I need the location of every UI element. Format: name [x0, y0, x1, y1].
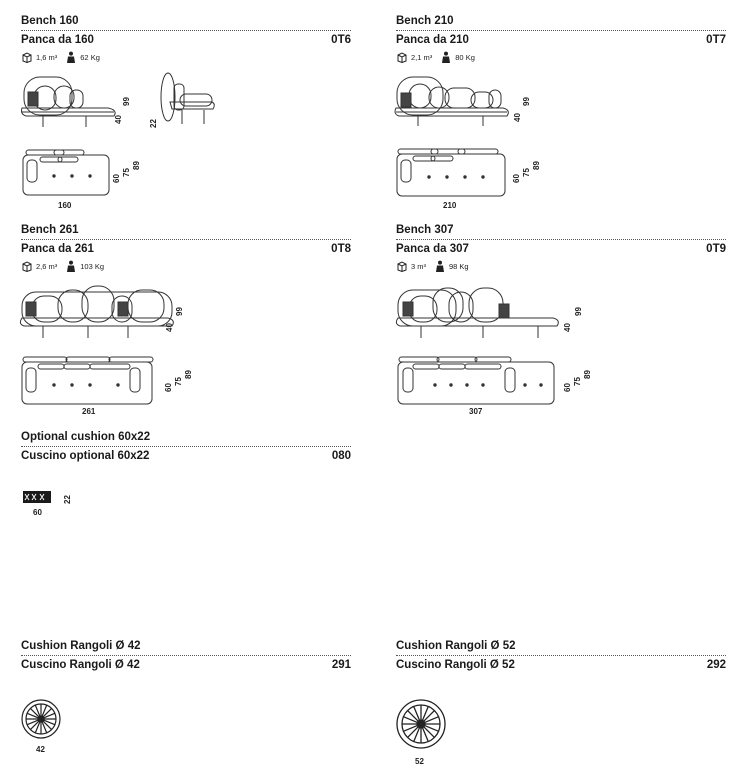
product-name-en: Optional cushion 60x22 [21, 431, 151, 443]
product-name-it: Cuscino optional 60x22 [21, 450, 150, 462]
volume-value: 1,6 m³ [36, 52, 58, 62]
svg-text:75: 75 [174, 377, 183, 386]
top-view [398, 357, 554, 404]
svg-text:60: 60 [164, 383, 173, 392]
product-header [396, 32, 726, 48]
product-name-it: Panca da 210 [396, 34, 469, 46]
svg-text:89: 89 [583, 370, 592, 379]
product-header [396, 657, 726, 673]
product-name-it: Panca da 160 [21, 34, 94, 46]
product-rangoli-52 [396, 639, 726, 673]
svg-text:75: 75 [573, 377, 582, 386]
product-bench-307 [396, 223, 726, 273]
product-code: 0T7 [706, 34, 726, 46]
svg-text:99: 99 [122, 97, 131, 106]
box-volume-icon [21, 51, 33, 63]
product-rangoli-42 [21, 639, 351, 673]
front-view [396, 288, 558, 338]
product-name-it: Panca da 261 [21, 243, 94, 255]
svg-text:40: 40 [563, 323, 572, 332]
svg-text:99: 99 [522, 97, 531, 106]
top-view [22, 357, 153, 404]
weight-person-icon [434, 260, 446, 272]
optional-cushion-drawing [18, 486, 98, 520]
width-label: 210 [443, 201, 457, 210]
product-specs [396, 259, 726, 273]
product-name-it: Panca da 307 [396, 243, 469, 255]
product-code: 0T6 [331, 34, 351, 46]
volume-value: 2,1 m³ [411, 52, 433, 62]
weight-value: 103 Kg [80, 261, 105, 271]
svg-text:89: 89 [532, 161, 541, 170]
weight-value: 98 Kg [449, 261, 469, 271]
svg-text:75: 75 [122, 168, 131, 177]
bench-261-drawing [18, 280, 218, 420]
divider [21, 239, 351, 240]
product-header [21, 32, 351, 48]
volume-value: 2,6 m³ [36, 261, 58, 271]
svg-text:40: 40 [114, 115, 123, 124]
svg-text:60: 60 [563, 383, 572, 392]
svg-text:99: 99 [574, 307, 583, 316]
box-volume-icon [396, 260, 408, 272]
top-view [397, 149, 505, 196]
product-specs [21, 50, 351, 64]
svg-text:60: 60 [112, 174, 121, 183]
side-height-label: 22 [149, 119, 158, 128]
product-name-en: Bench 210 [396, 15, 454, 27]
height-label: 22 [63, 495, 72, 504]
width-label: 261 [82, 407, 96, 416]
divider [396, 30, 726, 31]
width-label: 160 [58, 201, 72, 210]
weight-person-icon [65, 51, 77, 63]
front-view [22, 77, 116, 127]
svg-text:40: 40 [513, 113, 522, 122]
product-specs [21, 259, 351, 273]
product-bench-160 [21, 14, 351, 64]
svg-text:99: 99 [175, 307, 184, 316]
svg-text:75: 75 [522, 168, 531, 177]
product-name-en: Bench 307 [396, 224, 454, 236]
width-label: 60 [33, 508, 42, 517]
bench-307-drawing [393, 280, 603, 420]
side-view [161, 73, 214, 124]
product-code: 292 [706, 659, 726, 671]
product-bench-261 [21, 223, 351, 273]
svg-text:40: 40 [165, 323, 174, 332]
product-bench-210 [396, 14, 726, 64]
product-code: 0T9 [706, 243, 726, 255]
product-name-en: Bench 261 [21, 224, 79, 236]
svg-text:89: 89 [132, 161, 141, 170]
width-label: 307 [469, 407, 483, 416]
bench-160-drawing [18, 70, 238, 218]
product-name-en: Cushion Rangoli Ø 52 [396, 640, 516, 652]
box-volume-icon [21, 260, 33, 272]
product-specs [396, 50, 726, 64]
product-name-it: Cuscino Rangoli Ø 52 [396, 659, 515, 671]
product-name-en: Cushion Rangoli Ø 42 [21, 640, 141, 652]
product-name-en: Bench 160 [21, 15, 79, 27]
product-header [21, 448, 351, 464]
product-header [396, 241, 726, 257]
box-volume-icon [396, 51, 408, 63]
product-header [21, 241, 351, 257]
weight-person-icon [65, 260, 77, 272]
weight-value: 80 Kg [455, 52, 475, 62]
product-name-it: Cuscino Rangoli Ø 42 [21, 659, 140, 671]
front-view [20, 286, 173, 338]
divider [21, 30, 351, 31]
product-code: 080 [331, 450, 351, 462]
product-code: 0T8 [331, 243, 351, 255]
rangoli-42-drawing [18, 698, 78, 756]
top-view [23, 150, 109, 195]
product-header [21, 657, 351, 673]
product-optional-cushion [21, 430, 351, 464]
divider [396, 239, 726, 240]
svg-text:60: 60 [512, 174, 521, 183]
rangoli-52-drawing [393, 698, 457, 768]
diameter-label: 52 [415, 757, 424, 766]
bench-210-drawing [393, 70, 593, 218]
weight-person-icon [440, 51, 452, 63]
svg-text:89: 89 [184, 370, 193, 379]
divider [396, 655, 726, 656]
volume-value: 3 m³ [411, 261, 426, 271]
divider [21, 446, 351, 447]
weight-value: 62 Kg [80, 52, 100, 62]
product-code: 291 [331, 659, 351, 671]
divider [21, 655, 351, 656]
diameter-label: 42 [36, 745, 45, 754]
front-view [395, 77, 508, 126]
